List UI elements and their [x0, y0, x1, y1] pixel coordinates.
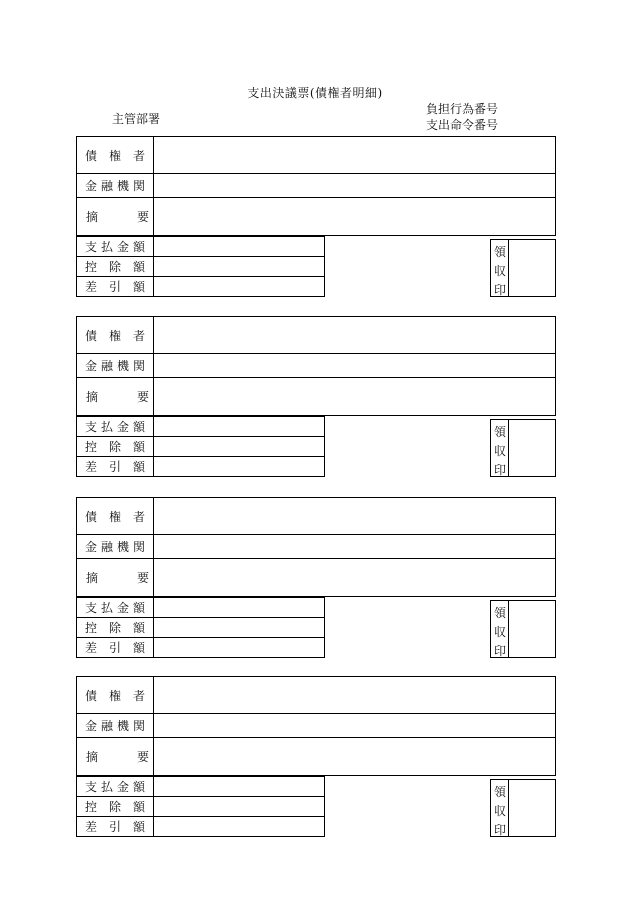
receipt-stamp-char: 収 [493, 804, 506, 818]
creditor-label-char: 者 [132, 328, 145, 343]
creditor-field[interactable] [155, 677, 555, 713]
amounts-box [76, 416, 325, 477]
payment-amount-field[interactable] [155, 598, 324, 617]
bank-label-char: 金 [85, 540, 98, 554]
payment-amount-label-char: 支 [85, 601, 98, 615]
bank-field[interactable] [155, 714, 555, 737]
expenditure-number-label: 支出命令番号 [426, 118, 499, 132]
bank-label [77, 535, 154, 558]
payment-amount-label-char: 払 [100, 240, 113, 254]
creditor-label-char: 債 [85, 688, 98, 703]
creditor-label-char: 債 [85, 509, 98, 524]
deduction-label-char: 控 [85, 440, 98, 454]
net-amount-field[interactable] [155, 638, 324, 657]
amounts-box [76, 597, 325, 658]
receipt-stamp-char: 領 [493, 606, 506, 620]
receipt-stamp-char: 収 [493, 444, 506, 458]
creditor-label-char: 権 [108, 688, 121, 703]
payment-amount-label-char: 支 [85, 240, 98, 254]
receipt-stamp-char: 収 [493, 625, 506, 639]
creditor-field[interactable] [155, 498, 555, 534]
payment-amount-label-char: 金 [116, 420, 129, 434]
creditor-label-char: 権 [108, 148, 121, 163]
receipt-stamp-box[interactable] [490, 419, 556, 477]
bank-label-char: 関 [132, 359, 145, 373]
summary-label-char: 要 [137, 390, 150, 404]
creditor-info-box [76, 497, 556, 597]
summary-label-char: 摘 [86, 571, 99, 585]
creditor-info-box [76, 676, 556, 776]
payment-amount-label-char: 金 [116, 601, 129, 615]
bank-label-char: 金 [85, 719, 98, 733]
bank-field[interactable] [155, 535, 555, 558]
bank-label-char: 融 [100, 179, 113, 193]
deduction-label-char: 控 [85, 621, 98, 635]
payment-amount-label [77, 777, 154, 796]
deduction-field[interactable] [155, 618, 324, 637]
net-amount-label [77, 457, 154, 476]
net-amount-label-char: 引 [108, 641, 121, 655]
payment-amount-label-char: 額 [132, 601, 145, 615]
summary-label [77, 559, 154, 596]
bank-label-char: 金 [85, 179, 98, 193]
creditor-label-char: 債 [85, 148, 98, 163]
net-amount-label-char: 額 [132, 820, 145, 834]
bank-label [77, 354, 154, 377]
bank-label-char: 融 [100, 359, 113, 373]
payment-amount-field[interactable] [155, 417, 324, 436]
receipt-stamp-char: 収 [493, 264, 506, 278]
net-amount-label-char: 額 [132, 641, 145, 655]
receipt-stamp-box[interactable] [490, 239, 556, 297]
amounts-box [76, 236, 325, 297]
payment-amount-label-char: 支 [85, 420, 98, 434]
payment-amount-field[interactable] [155, 237, 324, 256]
summary-label-char: 要 [137, 210, 150, 224]
net-amount-field[interactable] [155, 817, 324, 836]
deduction-label [77, 618, 154, 637]
creditor-label [77, 677, 154, 713]
payment-amount-label-char: 金 [116, 240, 129, 254]
creditor-label-char: 者 [132, 509, 145, 524]
bank-label-char: 金 [85, 359, 98, 373]
document-title: 支出決議票(債権者明細) [247, 86, 383, 100]
payment-amount-label-char: 額 [132, 240, 145, 254]
creditor-label-char: 権 [108, 328, 121, 343]
net-amount-label-char: 額 [132, 280, 145, 294]
receipt-stamp-char: 領 [493, 425, 506, 439]
creditor-info-box [76, 316, 556, 416]
creditor-entry-block [76, 676, 556, 837]
bank-label-char: 関 [132, 719, 145, 733]
deduction-label-char: 控 [85, 800, 98, 814]
summary-label-char: 摘 [86, 210, 99, 224]
amounts-box [76, 776, 325, 837]
net-amount-label-char: 引 [108, 280, 121, 294]
receipt-stamp-box[interactable] [490, 600, 556, 658]
deduction-label-char: 額 [132, 800, 145, 814]
bank-label [77, 714, 154, 737]
summary-label [77, 738, 154, 775]
bank-field[interactable] [155, 174, 555, 197]
receipt-stamp-char: 印 [493, 283, 506, 297]
net-amount-label-char: 差 [85, 280, 98, 294]
summary-field[interactable] [155, 378, 555, 415]
payment-amount-label-char: 払 [100, 601, 113, 615]
creditor-entry-block [76, 316, 556, 477]
net-amount-field[interactable] [155, 457, 324, 476]
creditor-label-char: 者 [132, 688, 145, 703]
net-amount-label-char: 差 [85, 820, 98, 834]
net-amount-label-char: 額 [132, 460, 145, 474]
deduction-field[interactable] [155, 257, 324, 276]
payment-amount-label-char: 支 [85, 780, 98, 794]
deduction-field[interactable] [155, 437, 324, 456]
deduction-label-char: 除 [108, 800, 121, 814]
creditor-label-char: 権 [108, 509, 121, 524]
deduction-label [77, 257, 154, 276]
department-label: 主管部署 [112, 112, 161, 126]
payment-amount-label-char: 払 [100, 780, 113, 794]
creditor-info-box [76, 136, 556, 236]
deduction-label-char: 除 [108, 621, 121, 635]
net-amount-label [77, 817, 154, 836]
deduction-label-char: 額 [132, 440, 145, 454]
number-labels [426, 101, 498, 133]
bank-label-char: 融 [100, 719, 113, 733]
net-amount-label [77, 638, 154, 657]
bank-label-char: 融 [100, 540, 113, 554]
creditor-entry-block [76, 136, 556, 297]
receipt-stamp-char: 印 [493, 644, 506, 658]
deduction-label [77, 437, 154, 456]
bank-label-char: 機 [116, 359, 129, 373]
summary-field[interactable] [155, 738, 555, 775]
bank-label-char: 関 [132, 179, 145, 193]
summary-label-char: 摘 [86, 390, 99, 404]
bank-label-char: 機 [116, 719, 129, 733]
payment-amount-label-char: 額 [132, 420, 145, 434]
creditor-entry-block [76, 497, 556, 658]
summary-field[interactable] [155, 198, 555, 235]
creditor-label-char: 債 [85, 328, 98, 343]
summary-label [77, 198, 154, 235]
deduction-label-char: 除 [108, 440, 121, 454]
deduction-label [77, 797, 154, 816]
deduction-label-char: 額 [132, 621, 145, 635]
summary-field[interactable] [155, 559, 555, 596]
creditor-label [77, 137, 154, 173]
payment-amount-label-char: 払 [100, 420, 113, 434]
payment-amount-label [77, 598, 154, 617]
net-amount-label-char: 差 [85, 460, 98, 474]
creditor-field[interactable] [155, 317, 555, 353]
bank-label-char: 機 [116, 179, 129, 193]
bank-label-char: 関 [132, 540, 145, 554]
payment-amount-label-char: 金 [116, 780, 129, 794]
net-amount-label-char: 引 [108, 460, 121, 474]
payment-amount-field[interactable] [155, 777, 324, 796]
deduction-label-char: 除 [108, 260, 121, 274]
creditor-label [77, 498, 154, 534]
creditor-label [77, 317, 154, 353]
receipt-stamp-char: 領 [493, 245, 506, 259]
deduction-label-char: 額 [132, 260, 145, 274]
net-amount-label [77, 277, 154, 296]
summary-label-char: 要 [137, 750, 150, 764]
payment-amount-label [77, 417, 154, 436]
burden-number-label: 負担行為番号 [426, 102, 499, 116]
summary-label-char: 摘 [86, 750, 99, 764]
creditor-label-char: 者 [132, 148, 145, 163]
net-amount-label-char: 差 [85, 641, 98, 655]
payment-amount-label [77, 237, 154, 256]
bank-field[interactable] [155, 354, 555, 377]
deduction-label-char: 控 [85, 260, 98, 274]
bank-label [77, 174, 154, 197]
receipt-stamp-box[interactable] [490, 779, 556, 837]
receipt-stamp-char: 印 [493, 463, 506, 477]
summary-label-char: 要 [137, 571, 150, 585]
net-amount-field[interactable] [155, 277, 324, 296]
receipt-stamp-char: 領 [493, 785, 506, 799]
summary-label [77, 378, 154, 415]
deduction-field[interactable] [155, 797, 324, 816]
payment-amount-label-char: 額 [132, 780, 145, 794]
bank-label-char: 機 [116, 540, 129, 554]
creditor-field[interactable] [155, 137, 555, 173]
receipt-stamp-char: 印 [493, 823, 506, 837]
net-amount-label-char: 引 [108, 820, 121, 834]
